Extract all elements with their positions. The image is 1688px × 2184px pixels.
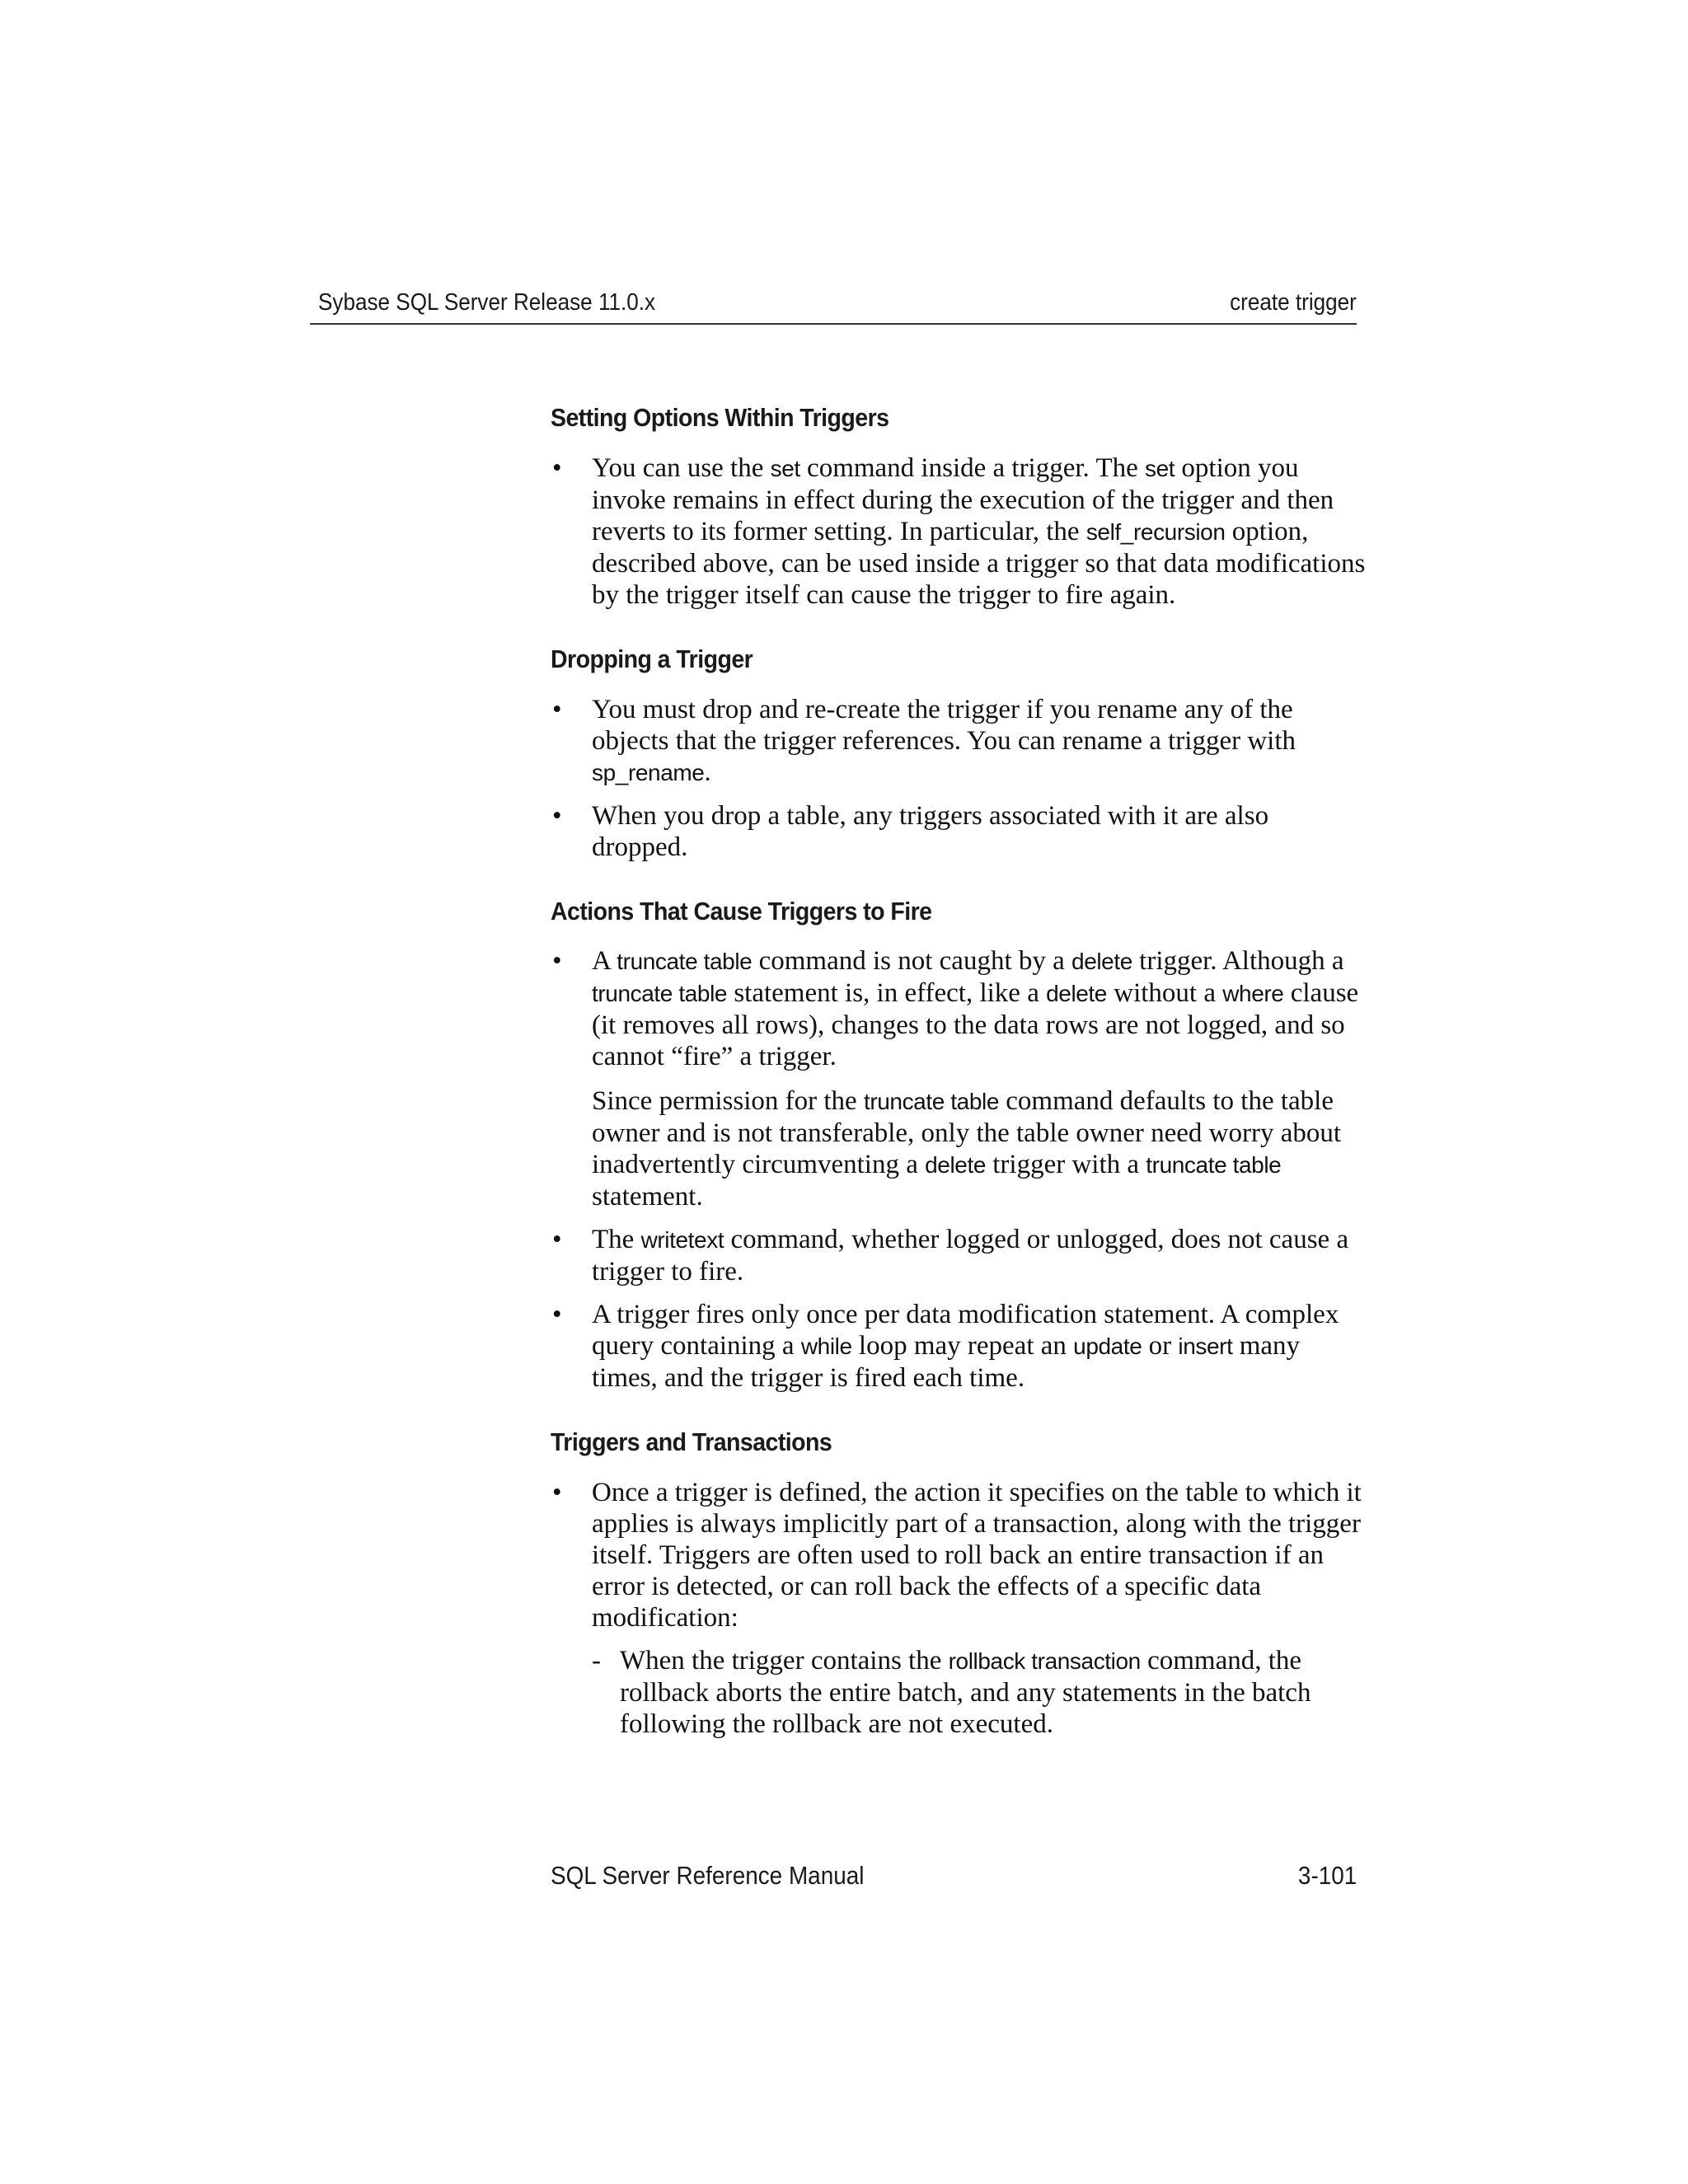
list-item (551, 452, 1367, 611)
list-item (551, 694, 1367, 789)
text-run: command inside a trigger. The (799, 452, 1146, 483)
section-heading-dropping: Dropping a Trigger (551, 644, 753, 673)
text-run: loop may repeat an (851, 1331, 1074, 1361)
keyword-writetext: writetext (640, 1227, 724, 1254)
text-run: You must drop and re-create the trigger if you rename any of the objects that the trigger references. You can rename a trigger with (592, 694, 1296, 756)
keyword-set: set (1145, 455, 1175, 481)
section-heading-setting-options: Setting Options Within Triggers (551, 403, 889, 432)
keyword-sp-rename: sp_rename (592, 759, 705, 785)
text-run: • Once a trigger is defined, the action it specifies on the table to which it applies is always implicitly part of a transaction, along with the trigger itself. Triggers are often used to roll back an entire transaction if an error is detected, or can roll back the effects of a specific data modification: (592, 1478, 1362, 1633)
text-run: . (704, 757, 711, 787)
setting-options-list (551, 452, 1367, 611)
text-run: option you invoke remains in effect during the execution of the trigger and then reverts to its former setting. In particular, the (592, 452, 1334, 546)
text-run: The (592, 1225, 641, 1255)
text-run: trigger with a (986, 1150, 1146, 1180)
text-run: statement. (592, 1182, 703, 1212)
text-run: trigger. Although a (1132, 946, 1344, 977)
running-header (310, 287, 1357, 325)
text-run: • When you drop a table, any triggers associated with it are also dropped. (592, 800, 1269, 862)
list-item (551, 800, 1367, 863)
text-run: many times, and the trigger is fired each time. (592, 1331, 1301, 1394)
text-run: You can use the (592, 452, 771, 483)
text-run: Since permission for the (592, 1086, 864, 1117)
keyword-delete: delete (1071, 949, 1132, 975)
list-item (551, 945, 1367, 1212)
text-run: clause (it removes all rows), changes to the data rows are not logged, and so cannot “fire” a trigger. (592, 978, 1359, 1072)
dropping-list (551, 694, 1367, 863)
list-item (551, 1477, 1367, 1740)
keyword-insert: insert (1178, 1333, 1233, 1360)
text-run: A trigger fires only once per data modification statement. A complex query containing a (592, 1300, 1339, 1361)
sub-list-item (592, 1645, 1367, 1740)
text-run: command defaults to the table owner and is not transferable, only the table owner need worry about inadvertently circumventing a (592, 1086, 1342, 1180)
text-run: command, the rollback aborts the entire batch, and any statements in the batch following the rollback are not executed. (620, 1646, 1311, 1739)
keyword-truncate-table: truncate table (1146, 1152, 1282, 1179)
keyword-truncate-table: truncate table (617, 949, 753, 975)
text-run: or (1142, 1331, 1179, 1361)
keyword-set: set (770, 455, 800, 481)
text-run: command is not caught by a (752, 946, 1072, 977)
keyword-truncate-table: truncate table (863, 1089, 1000, 1115)
list-item (551, 1224, 1367, 1287)
keyword-delete: delete (925, 1152, 986, 1179)
text-run: When the trigger contains the (620, 1646, 949, 1675)
transactions-list (551, 1477, 1367, 1740)
text-run: command, whether logged or unlogged, does not cause a trigger to fire. (592, 1225, 1349, 1287)
section-heading-actions: Actions That Cause Triggers to Fire (551, 896, 932, 926)
section-heading-transactions: Triggers and Transactions (551, 1427, 832, 1457)
keyword-self-recursion: self_recursion (1085, 518, 1226, 545)
keyword-delete: delete (1046, 981, 1107, 1007)
running-footer (551, 1861, 1357, 1894)
keyword-rollback-transaction: rollback transaction (948, 1648, 1141, 1674)
text-run: statement is, in effect, like a (727, 978, 1047, 1009)
list-item (551, 1299, 1367, 1394)
keyword-truncate-table: truncate table (592, 981, 728, 1007)
keyword-while: while (800, 1333, 852, 1360)
header-topic: create trigger (1230, 289, 1357, 316)
footer-manual-title: SQL Server Reference Manual (551, 1861, 865, 1890)
text-run: option, described above, can be used inside a trigger so that data modifications by the trigger itself can cause the trigger to fire again. (592, 516, 1366, 610)
header-release: Sybase SQL Server Release 11.0.x (318, 289, 656, 316)
page-content (551, 402, 1367, 1773)
transactions-sublist (592, 1645, 1367, 1740)
keyword-update: update (1073, 1333, 1142, 1360)
text-run: without a (1106, 978, 1223, 1009)
keyword-where: where (1222, 981, 1284, 1007)
page-number: 3-101 (1297, 1861, 1357, 1890)
text-run: A (592, 946, 617, 977)
actions-list (551, 945, 1367, 1394)
